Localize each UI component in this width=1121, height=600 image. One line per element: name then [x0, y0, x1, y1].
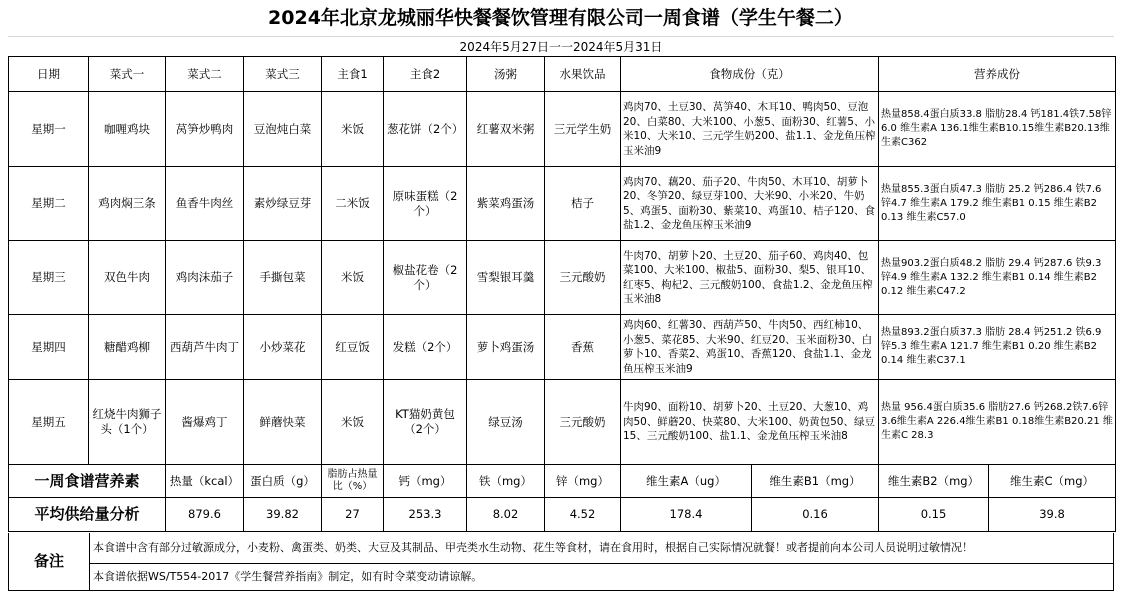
staple1-cell: 米饭	[322, 380, 384, 465]
fruit-cell: 香蕉	[545, 315, 621, 380]
date-range: 2024年5月27日一一2024年5月31日	[8, 36, 1114, 57]
nutrition-cell: 热量903.2蛋白质48.2 脂肪 29.4 钙287.6 铁9.3 锌4.9 维生素A 132.2 维生素B1 0.14 维生素B2 0.12 维生素C47.2	[879, 241, 1116, 315]
dish2-cell: 莴笋炒鸭肉	[166, 92, 244, 167]
metric-value: 0.16	[752, 498, 879, 532]
header-dish1: 菜式一	[89, 57, 166, 92]
dish2-cell: 鱼香牛肉丝	[166, 167, 244, 241]
weekly-nutrients-label: 一周食谱营养素	[9, 465, 166, 498]
header-date: 日期	[9, 57, 89, 92]
day-cell: 星期一	[9, 92, 89, 167]
staple2-cell: 葱花饼（2个）	[384, 92, 467, 167]
dish2-cell: 西葫芦牛肉丁	[166, 315, 244, 380]
dish3-cell: 小炒菜花	[244, 315, 322, 380]
metric-label: 维生素A（ug）	[621, 465, 752, 498]
menu-title: 2024年北京龙城丽华快餐餐饮管理有限公司一周食谱（学生午餐二）	[268, 7, 853, 29]
day-cell: 星期五	[9, 380, 89, 465]
table-row	[9, 92, 1116, 167]
staple1-cell: 米饭	[322, 92, 384, 167]
staple1-cell: 二米饭	[322, 167, 384, 241]
header-dish2: 菜式二	[166, 57, 244, 92]
metric-value: 253.3	[384, 498, 467, 532]
header-soup: 汤粥	[467, 57, 545, 92]
allergen-note: 本食谱中含有部分过敏源成分，小麦粉、禽蛋类、奶类、大豆及其制品、甲壳类水生动物、花生等食材，请在食用时，根据自己实际情况就餐！或者提前向本公司人员说明过敏情况！	[90, 533, 1113, 564]
metric-label: 锌（mg）	[545, 465, 621, 498]
metric-label: 维生素C（mg）	[989, 465, 1116, 498]
soup-cell: 紫菜鸡蛋汤	[467, 167, 545, 241]
day-cell: 星期二	[9, 167, 89, 241]
notes-section	[8, 533, 1114, 591]
dish1-cell: 鸡肉焖三条	[89, 167, 166, 241]
day-cell: 星期四	[9, 315, 89, 380]
header-ingredients: 食物成份（克）	[621, 57, 879, 92]
dish1-cell: 红烧牛肉狮子头（1个）	[89, 380, 166, 465]
header-nutrition: 营养成份	[879, 57, 1116, 92]
table-row	[9, 167, 1116, 241]
table-row	[9, 380, 1116, 465]
metric-value: 178.4	[621, 498, 752, 532]
dish3-cell: 鲜蘑快菜	[244, 380, 322, 465]
dish3-cell: 手撕包菜	[244, 241, 322, 315]
dish1-cell: 双色牛肉	[89, 241, 166, 315]
staple1-cell: 米饭	[322, 241, 384, 315]
table-row	[9, 241, 1116, 315]
fruit-cell: 三元酸奶	[545, 380, 621, 465]
table-header-row	[9, 57, 1116, 92]
header-staple2: 主食2	[384, 57, 467, 92]
fruit-cell: 三元学生奶	[545, 92, 621, 167]
header-fruit: 水果饮品	[545, 57, 621, 92]
metric-value: 8.02	[467, 498, 545, 532]
soup-cell: 雪梨银耳羹	[467, 241, 545, 315]
staple2-cell: KT猫奶黄包（2个）	[384, 380, 467, 465]
day-cell: 星期三	[9, 241, 89, 315]
nutrition-cell: 热量 956.4蛋白质35.6 脂肪27.6 钙268.2铁7.6锌3.6维生素A 226.4维生素B1 0.18维生素B20.21 维生素C 28.3	[879, 380, 1116, 465]
metric-label: 维生素B2（mg）	[879, 465, 989, 498]
dish3-cell: 豆泡炖白菜	[244, 92, 322, 167]
dish2-cell: 鸡肉沫茄子	[166, 241, 244, 315]
metric-label: 蛋白质（g）	[244, 465, 322, 498]
metric-label: 脂肪占热量比（%）	[322, 465, 384, 498]
metric-label: 钙（mg）	[384, 465, 467, 498]
weekly-menu-table	[8, 56, 1116, 532]
metric-value: 39.82	[244, 498, 322, 532]
dish2-cell: 酱爆鸡丁	[166, 380, 244, 465]
metric-label: 维生素B1（mg）	[752, 465, 879, 498]
ingredients-cell: 鸡肉70、藕20、茄子20、牛肉50、木耳10、胡萝卜20、冬笋20、绿豆芽100、大米90、小米20、牛奶5、鸡蛋5、面粉30、紫菜10、鸡蛋10、桔子120、食盐1.2、金龙鱼压榨玉米油9	[621, 167, 879, 241]
ingredients-cell: 鸡肉70、土豆30、莴笋40、木耳10、鸭肉50、豆泡20、白菜80、大米100、小葱5、面粉30、红薯5、小米10、大米10、三元学生奶200、盐1.1、金龙鱼压榨玉米油9	[621, 92, 879, 167]
metric-value: 39.8	[989, 498, 1116, 532]
average-supply-label: 平均供给量分析	[9, 498, 166, 532]
guideline-note: 本食谱依据WS/T554-2017《学生餐营养指南》制定，如有时令菜变动请谅解。	[93, 570, 483, 583]
staple2-cell: 椒盐花卷（2个）	[384, 241, 467, 315]
metric-value: 4.52	[545, 498, 621, 532]
soup-cell: 萝卜鸡蛋汤	[467, 315, 545, 380]
soup-cell: 绿豆汤	[467, 380, 545, 465]
staple1-cell: 红豆饭	[322, 315, 384, 380]
metric-value: 879.6	[166, 498, 244, 532]
metric-value: 0.15	[879, 498, 989, 532]
table-row	[9, 315, 1116, 380]
soup-cell: 红薯双米粥	[467, 92, 545, 167]
fruit-cell: 桔子	[545, 167, 621, 241]
fruit-cell: 三元酸奶	[545, 241, 621, 315]
summary-values-row	[9, 498, 1116, 532]
notes-label: 备注	[9, 533, 90, 590]
metric-label: 热量（kcal）	[166, 465, 244, 498]
dish1-cell: 咖喱鸡块	[89, 92, 166, 167]
staple2-cell: 原味蛋糕（2个）	[384, 167, 467, 241]
metric-value: 27	[322, 498, 384, 532]
nutrition-cell: 热量858.4蛋白质33.8 脂肪28.4 钙181.4铁7.58锌6.0 维生素A 136.1维生素B10.15维生素B20.13维生素C362	[879, 92, 1116, 167]
ingredients-cell: 牛肉70、胡萝卜20、土豆20、茄子60、鸡肉40、包菜100、大米100、椒盐5、面粉30、梨5、银耳10、红枣5、枸杞2、三元酸奶100、食盐1.2、金龙鱼压榨玉米油8	[621, 241, 879, 315]
dish3-cell: 素炒绿豆芽	[244, 167, 322, 241]
nutrition-cell: 热量855.3蛋白质47.3 脂肪 25.2 钙286.4 铁7.6 锌4.7 维生素A 179.2 维生素B1 0.15 维生素B2 0.13 维生素C57.0	[879, 167, 1116, 241]
summary-metrics-row	[9, 465, 1116, 498]
header-dish3: 菜式三	[244, 57, 322, 92]
metric-label: 铁（mg）	[467, 465, 545, 498]
ingredients-cell: 鸡肉60、红薯30、西葫芦50、牛肉50、西红柿10、小葱5、菜花85、大米90、红豆20、玉米面粉30、白萝卜10、香菜2、鸡蛋10、香蕉120、食盐1.1、金龙鱼压榨玉米油9	[621, 315, 879, 380]
dish1-cell: 糖醋鸡柳	[89, 315, 166, 380]
ingredients-cell: 牛肉90、面粉10、胡萝卜20、土豆20、大葱10、鸡肉50、鲜蘑20、快菜80、大米100、奶黄包50、绿豆15、三元酸奶100、盐1.1、金龙鱼压榨玉米油8	[621, 380, 879, 465]
staple2-cell: 发糕（2个）	[384, 315, 467, 380]
header-staple1: 主食1	[322, 57, 384, 92]
nutrition-cell: 热量893.2蛋白质37.3 脂肪 28.4 钙251.2 铁6.9 锌5.3 维生素A 121.7 维生素B1 0.20 维生素B2 0.14 维生素C37.1	[879, 315, 1116, 380]
